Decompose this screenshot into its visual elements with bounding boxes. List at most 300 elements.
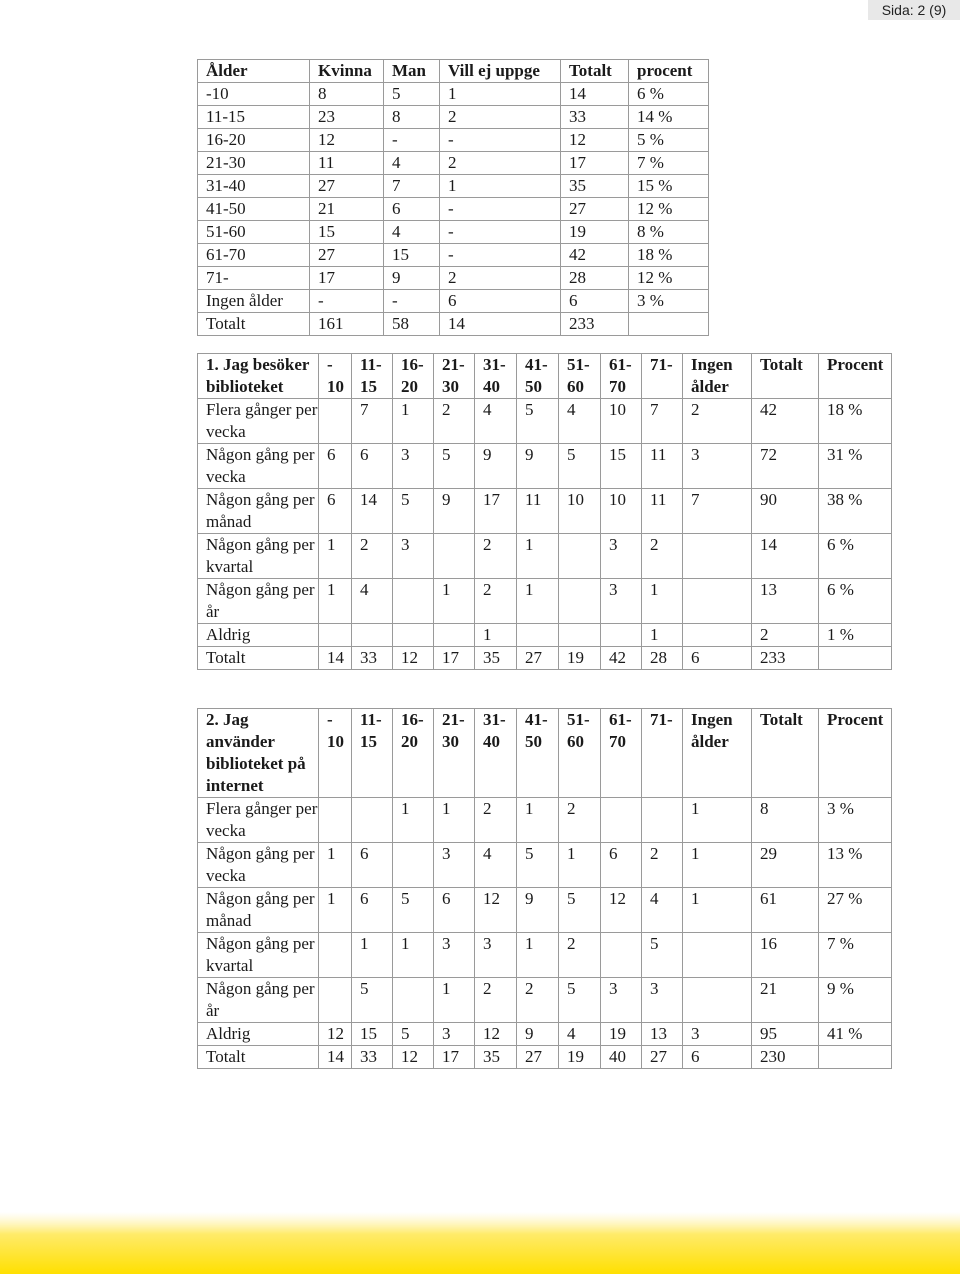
visit-table-value-cell: 19 xyxy=(559,647,601,670)
internet-table-header-cell: 21- 30 xyxy=(434,709,475,798)
visit-table-value-cell: 28 xyxy=(642,647,683,670)
internet-table-value-cell: 5 xyxy=(393,888,434,933)
visit-table-value-cell: 6 % xyxy=(819,534,892,579)
internet-table-row xyxy=(198,1046,892,1069)
internet-table-value-cell: 35 xyxy=(475,1046,517,1069)
visit-table-value-cell: 3 xyxy=(393,534,434,579)
internet-table-question: 2. Jag använder biblioteket på internet xyxy=(198,709,319,798)
internet-table-value-cell: 3 xyxy=(601,978,642,1023)
internet-table-value-cell: 1 xyxy=(352,933,393,978)
visit-table-value-cell: 7 xyxy=(642,399,683,444)
age-table-cell: 23 xyxy=(310,106,384,129)
internet-table-value-cell: 2 xyxy=(559,933,601,978)
age-table-cell: 12 xyxy=(310,129,384,152)
internet-table-value-cell: 2 xyxy=(475,798,517,843)
visit-table-row xyxy=(198,444,892,489)
visit-table-value-cell xyxy=(601,624,642,647)
visit-table-header-row xyxy=(198,354,892,399)
age-table-cell: 17 xyxy=(310,267,384,290)
visit-table-value-cell: 2 xyxy=(642,534,683,579)
visit-table-value-cell: 2 xyxy=(434,399,475,444)
internet-table-value-cell: 3 % xyxy=(819,798,892,843)
visit-table-value-cell xyxy=(517,624,559,647)
internet-table-value-cell: 3 xyxy=(475,933,517,978)
age-table-row xyxy=(198,244,709,267)
visit-table-value-cell xyxy=(683,534,752,579)
internet-table-value-cell xyxy=(352,798,393,843)
internet-table-value-cell: 4 xyxy=(475,843,517,888)
internet-table-value-cell xyxy=(319,933,352,978)
visit-table-value-cell: 4 xyxy=(475,399,517,444)
internet-table-value-cell: 12 xyxy=(319,1023,352,1046)
visit-table-value-cell: 14 xyxy=(319,647,352,670)
internet-table-value-cell: 2 xyxy=(642,843,683,888)
internet-table-value-cell: 1 xyxy=(434,978,475,1023)
visit-table-row xyxy=(198,624,892,647)
visit-table-value-cell: 5 xyxy=(393,489,434,534)
internet-table-header-cell: Ingen ålder xyxy=(683,709,752,798)
visit-table-value-cell: 27 xyxy=(517,647,559,670)
internet-table-value-cell xyxy=(393,843,434,888)
visit-table-row xyxy=(198,489,892,534)
visit-table-header-cell: 71- xyxy=(642,354,683,399)
age-table-cell: 2 xyxy=(440,267,561,290)
age-table-cell: 8 xyxy=(310,83,384,106)
visit-table-value-cell: 1 xyxy=(319,534,352,579)
age-table-cell: 12 % xyxy=(629,267,709,290)
internet-table-value-cell xyxy=(683,933,752,978)
age-table-cell: 71- xyxy=(198,267,310,290)
internet-table-row-label: Totalt xyxy=(198,1046,319,1069)
visit-table-value-cell: 14 xyxy=(752,534,819,579)
internet-table-row xyxy=(198,1023,892,1046)
visit-table-value-cell xyxy=(434,534,475,579)
visit-table-value-cell xyxy=(393,579,434,624)
age-table-cell: 6 xyxy=(384,198,440,221)
age-table-cell: 6 xyxy=(561,290,629,313)
age-table-cell: - xyxy=(384,290,440,313)
age-table-row xyxy=(198,313,709,336)
visit-table-value-cell: 18 % xyxy=(819,399,892,444)
visit-table-value-cell: 9 xyxy=(434,489,475,534)
internet-table-header-cell: 51- 60 xyxy=(559,709,601,798)
visit-table-value-cell: 12 xyxy=(393,647,434,670)
library-visit-table xyxy=(197,353,892,670)
internet-table-value-cell: 6 xyxy=(352,888,393,933)
internet-table-value-cell: 1 xyxy=(517,933,559,978)
age-table-cell: 27 xyxy=(561,198,629,221)
visit-table-value-cell xyxy=(559,579,601,624)
age-table-cell: 8 xyxy=(384,106,440,129)
internet-table-row xyxy=(198,843,892,888)
visit-table-header-cell: 61- 70 xyxy=(601,354,642,399)
age-table-cell: 2 xyxy=(440,152,561,175)
internet-table-value-cell xyxy=(601,933,642,978)
visit-table-header-cell: Ingen ålder xyxy=(683,354,752,399)
age-table-cell: 2 xyxy=(440,106,561,129)
internet-table-value-cell xyxy=(319,798,352,843)
visit-table-row-label: Någon gång per vecka xyxy=(198,444,319,489)
internet-table-value-cell: 12 xyxy=(601,888,642,933)
internet-table-value-cell xyxy=(319,978,352,1023)
visit-table-value-cell: 2 xyxy=(475,579,517,624)
internet-table-row-label: Någon gång per månad xyxy=(198,888,319,933)
age-table-cell: 21 xyxy=(310,198,384,221)
internet-table-value-cell: 21 xyxy=(752,978,819,1023)
age-table-cell: 18 % xyxy=(629,244,709,267)
internet-table-value-cell: 1 xyxy=(393,933,434,978)
visit-table-value-cell: 1 % xyxy=(819,624,892,647)
visit-table-value-cell: 72 xyxy=(752,444,819,489)
visit-table-value-cell: 6 xyxy=(319,489,352,534)
age-table-cell: -10 xyxy=(198,83,310,106)
internet-table-header-cell: 61- 70 xyxy=(601,709,642,798)
internet-table-value-cell: 1 xyxy=(319,843,352,888)
internet-table-value-cell: 12 xyxy=(475,1023,517,1046)
visit-table-value-cell xyxy=(559,534,601,579)
internet-table-value-cell: 15 xyxy=(352,1023,393,1046)
age-table-cell: 14 % xyxy=(629,106,709,129)
age-table-cell: 4 xyxy=(384,152,440,175)
age-table-cell: - xyxy=(310,290,384,313)
age-table-cell: 15 xyxy=(310,221,384,244)
age-table-cell xyxy=(629,313,709,336)
visit-table-row-label: Aldrig xyxy=(198,624,319,647)
age-table-cell: 161 xyxy=(310,313,384,336)
internet-table-value-cell xyxy=(601,798,642,843)
internet-table-value-cell xyxy=(393,978,434,1023)
age-table-row xyxy=(198,83,709,106)
age-table-cell: - xyxy=(440,244,561,267)
internet-table-row xyxy=(198,798,892,843)
visit-table-header-cell: 21- 30 xyxy=(434,354,475,399)
internet-table-value-cell: 6 xyxy=(683,1046,752,1069)
internet-table-value-cell: 1 xyxy=(517,798,559,843)
internet-table-value-cell: 19 xyxy=(559,1046,601,1069)
visit-table-value-cell: 3 xyxy=(393,444,434,489)
age-table-row xyxy=(198,106,709,129)
internet-table-header-cell: 41- 50 xyxy=(517,709,559,798)
age-table-row xyxy=(198,175,709,198)
internet-table-row-label: Flera gånger per vecka xyxy=(198,798,319,843)
visit-table-value-cell: 6 xyxy=(319,444,352,489)
visit-table-value-cell: 10 xyxy=(559,489,601,534)
age-table-cell: 7 % xyxy=(629,152,709,175)
visit-table-value-cell: 13 xyxy=(752,579,819,624)
visit-table-value-cell: 31 % xyxy=(819,444,892,489)
internet-table-header-cell: 71- xyxy=(642,709,683,798)
internet-table-value-cell: 5 xyxy=(559,978,601,1023)
internet-table-value-cell: 3 xyxy=(683,1023,752,1046)
page-number: Sida: 2 (9) xyxy=(868,0,960,20)
internet-table-value-cell: 61 xyxy=(752,888,819,933)
age-table-cell: Ingen ålder xyxy=(198,290,310,313)
age-table-cell: 16-20 xyxy=(198,129,310,152)
age-table-header-cell: Ålder xyxy=(198,60,310,83)
age-table-cell: 42 xyxy=(561,244,629,267)
internet-table-value-cell: 41 % xyxy=(819,1023,892,1046)
internet-table-value-cell: 5 xyxy=(559,888,601,933)
internet-table-value-cell: 230 xyxy=(752,1046,819,1069)
visit-table-value-cell: 3 xyxy=(683,444,752,489)
internet-table-row-label: Någon gång per vecka xyxy=(198,843,319,888)
visit-table-value-cell: 1 xyxy=(642,624,683,647)
visit-table-value-cell: 2 xyxy=(683,399,752,444)
visit-table-value-cell: 33 xyxy=(352,647,393,670)
footer-yellow-band xyxy=(0,1212,960,1274)
internet-table-header-cell: 11- 15 xyxy=(352,709,393,798)
age-table-cell: 12 % xyxy=(629,198,709,221)
visit-table-value-cell: 6 % xyxy=(819,579,892,624)
internet-table-value-cell: 3 xyxy=(434,933,475,978)
age-table-cell: - xyxy=(384,129,440,152)
age-table-header-cell: Kvinna xyxy=(310,60,384,83)
visit-table-value-cell: 5 xyxy=(517,399,559,444)
internet-table-value-cell: 9 xyxy=(517,1023,559,1046)
visit-table-value-cell: 11 xyxy=(642,444,683,489)
internet-table-value-cell: 4 xyxy=(559,1023,601,1046)
internet-table-value-cell: 12 xyxy=(393,1046,434,1069)
visit-table-value-cell: 7 xyxy=(683,489,752,534)
visit-table-value-cell xyxy=(559,624,601,647)
age-table-cell: 7 xyxy=(384,175,440,198)
age-table-header-cell: Man xyxy=(384,60,440,83)
internet-table-value-cell: 95 xyxy=(752,1023,819,1046)
visit-table-row-label: Någon gång per månad xyxy=(198,489,319,534)
library-internet-table xyxy=(197,708,892,1069)
internet-table-value-cell: 9 % xyxy=(819,978,892,1023)
age-table-row xyxy=(198,152,709,175)
internet-table-value-cell: 6 xyxy=(352,843,393,888)
age-table-row xyxy=(198,290,709,313)
visit-table-value-cell: 11 xyxy=(517,489,559,534)
visit-table-value-cell: 1 xyxy=(642,579,683,624)
visit-table-row xyxy=(198,647,892,670)
age-table-cell: 3 % xyxy=(629,290,709,313)
visit-table-value-cell xyxy=(352,624,393,647)
visit-table-value-cell: 3 xyxy=(601,579,642,624)
internet-table-header-row xyxy=(198,709,892,798)
visit-table-value-cell xyxy=(819,647,892,670)
age-table-cell: 15 % xyxy=(629,175,709,198)
visit-table-row-label: Någon gång per kvartal xyxy=(198,534,319,579)
visit-table-value-cell xyxy=(683,624,752,647)
visit-table-value-cell: 1 xyxy=(434,579,475,624)
internet-table-value-cell: 5 xyxy=(393,1023,434,1046)
age-table-row xyxy=(198,221,709,244)
internet-table-value-cell: 19 xyxy=(601,1023,642,1046)
internet-table-value-cell: 27 % xyxy=(819,888,892,933)
visit-table-value-cell: 42 xyxy=(752,399,819,444)
visit-table-row xyxy=(198,579,892,624)
internet-table-value-cell: 3 xyxy=(434,1023,475,1046)
visit-table-value-cell: 5 xyxy=(559,444,601,489)
age-table-cell: 14 xyxy=(561,83,629,106)
internet-table-value-cell: 40 xyxy=(601,1046,642,1069)
internet-table-value-cell: 1 xyxy=(319,888,352,933)
age-table-cell: 61-70 xyxy=(198,244,310,267)
internet-table-value-cell: 14 xyxy=(319,1046,352,1069)
visit-table-value-cell: 17 xyxy=(434,647,475,670)
internet-table-row-label: Någon gång per år xyxy=(198,978,319,1023)
visit-table-value-cell: 1 xyxy=(517,534,559,579)
internet-table-value-cell: 2 xyxy=(517,978,559,1023)
visit-table-value-cell: 15 xyxy=(601,444,642,489)
age-table-cell: 14 xyxy=(440,313,561,336)
visit-table-row-label: Totalt xyxy=(198,647,319,670)
visit-table-value-cell: 2 xyxy=(752,624,819,647)
age-table-cell: 4 xyxy=(384,221,440,244)
age-table-cell: 28 xyxy=(561,267,629,290)
internet-table-value-cell: 27 xyxy=(642,1046,683,1069)
visit-table-value-cell: 6 xyxy=(683,647,752,670)
age-table-cell: Totalt xyxy=(198,313,310,336)
visit-table-question: 1. Jag besöker biblioteket xyxy=(198,354,319,399)
age-table-cell: 6 % xyxy=(629,83,709,106)
internet-table-value-cell: 7 % xyxy=(819,933,892,978)
internet-table-value-cell: 3 xyxy=(642,978,683,1023)
visit-table-value-cell: 2 xyxy=(475,534,517,579)
age-table-cell: 1 xyxy=(440,83,561,106)
internet-table-value-cell: 4 xyxy=(642,888,683,933)
internet-table-row xyxy=(198,933,892,978)
age-table-cell: 9 xyxy=(384,267,440,290)
internet-table-value-cell: 9 xyxy=(517,888,559,933)
age-table-cell: 233 xyxy=(561,313,629,336)
visit-table-value-cell: 4 xyxy=(559,399,601,444)
internet-table-value-cell: 13 % xyxy=(819,843,892,888)
age-table-cell: 41-50 xyxy=(198,198,310,221)
age-table-cell: - xyxy=(440,129,561,152)
visit-table-value-cell: 7 xyxy=(352,399,393,444)
internet-table-value-cell: 5 xyxy=(642,933,683,978)
visit-table-value-cell: 9 xyxy=(517,444,559,489)
internet-table-value-cell: 5 xyxy=(517,843,559,888)
internet-table-value-cell: 12 xyxy=(475,888,517,933)
internet-table-header-cell: 31- 40 xyxy=(475,709,517,798)
visit-table-value-cell: 4 xyxy=(352,579,393,624)
internet-table-row xyxy=(198,978,892,1023)
age-table-cell: 8 % xyxy=(629,221,709,244)
age-table-header-cell: Vill ej uppge xyxy=(440,60,561,83)
age-table-header-cell: Totalt xyxy=(561,60,629,83)
age-table-row xyxy=(198,129,709,152)
age-table-cell: 33 xyxy=(561,106,629,129)
age-table-cell: 58 xyxy=(384,313,440,336)
internet-table-value-cell: 6 xyxy=(601,843,642,888)
visit-table-row xyxy=(198,534,892,579)
visit-table-value-cell xyxy=(319,399,352,444)
age-table-row xyxy=(198,198,709,221)
internet-table-value-cell: 13 xyxy=(642,1023,683,1046)
visit-table-header-cell: 16- 20 xyxy=(393,354,434,399)
age-table-cell: 21-30 xyxy=(198,152,310,175)
visit-table-value-cell xyxy=(434,624,475,647)
visit-table-row-label: Någon gång per år xyxy=(198,579,319,624)
visit-table-header-cell: Totalt xyxy=(752,354,819,399)
internet-table-value-cell: 1 xyxy=(393,798,434,843)
internet-table-header-cell: Totalt xyxy=(752,709,819,798)
age-table-cell: 31-40 xyxy=(198,175,310,198)
internet-table-value-cell: 6 xyxy=(434,888,475,933)
visit-table-header-cell: 51- 60 xyxy=(559,354,601,399)
age-table-cell: 51-60 xyxy=(198,221,310,244)
visit-table-value-cell: 6 xyxy=(352,444,393,489)
visit-table-header-cell: 11- 15 xyxy=(352,354,393,399)
age-table-cell: 27 xyxy=(310,175,384,198)
visit-table-value-cell: 42 xyxy=(601,647,642,670)
internet-table-value-cell: 8 xyxy=(752,798,819,843)
internet-table-value-cell: 27 xyxy=(517,1046,559,1069)
age-table-cell: 12 xyxy=(561,129,629,152)
internet-table-value-cell: 16 xyxy=(752,933,819,978)
visit-table-value-cell: 3 xyxy=(601,534,642,579)
internet-table-value-cell: 29 xyxy=(752,843,819,888)
internet-table-header-cell: - 10 xyxy=(319,709,352,798)
age-table-cell: 6 xyxy=(440,290,561,313)
internet-table-value-cell xyxy=(819,1046,892,1069)
age-table-cell: 17 xyxy=(561,152,629,175)
visit-table-value-cell: 17 xyxy=(475,489,517,534)
internet-table-value-cell: 2 xyxy=(475,978,517,1023)
internet-table-row xyxy=(198,888,892,933)
age-table-cell: 35 xyxy=(561,175,629,198)
visit-table-value-cell xyxy=(393,624,434,647)
internet-table-row-label: Aldrig xyxy=(198,1023,319,1046)
internet-table-header-cell: Procent xyxy=(819,709,892,798)
visit-table-value-cell: 10 xyxy=(601,489,642,534)
age-table xyxy=(197,59,709,336)
visit-table-value-cell: 38 % xyxy=(819,489,892,534)
visit-table-value-cell: 2 xyxy=(352,534,393,579)
age-table-cell: - xyxy=(440,221,561,244)
internet-table-value-cell: 17 xyxy=(434,1046,475,1069)
visit-table-header-cell: 41- 50 xyxy=(517,354,559,399)
internet-table-row-label: Någon gång per kvartal xyxy=(198,933,319,978)
age-table-cell: 11-15 xyxy=(198,106,310,129)
internet-table-value-cell: 1 xyxy=(559,843,601,888)
visit-table-value-cell: 11 xyxy=(642,489,683,534)
internet-table-value-cell xyxy=(642,798,683,843)
internet-table-value-cell xyxy=(683,978,752,1023)
age-table-cell: 5 % xyxy=(629,129,709,152)
internet-table-value-cell: 33 xyxy=(352,1046,393,1069)
internet-table-value-cell: 3 xyxy=(434,843,475,888)
visit-table-value-cell: 1 xyxy=(319,579,352,624)
visit-table-value-cell: 233 xyxy=(752,647,819,670)
age-table-cell: - xyxy=(440,198,561,221)
age-table-cell: 11 xyxy=(310,152,384,175)
internet-table-value-cell: 2 xyxy=(559,798,601,843)
visit-table-value-cell: 5 xyxy=(434,444,475,489)
age-table-cell: 1 xyxy=(440,175,561,198)
internet-table-value-cell: 1 xyxy=(434,798,475,843)
visit-table-value-cell xyxy=(319,624,352,647)
visit-table-header-cell: - 10 xyxy=(319,354,352,399)
visit-table-value-cell: 10 xyxy=(601,399,642,444)
visit-table-value-cell: 1 xyxy=(393,399,434,444)
age-table-cell: 5 xyxy=(384,83,440,106)
visit-table-value-cell: 1 xyxy=(475,624,517,647)
visit-table-value-cell: 14 xyxy=(352,489,393,534)
visit-table-value-cell: 35 xyxy=(475,647,517,670)
visit-table-header-cell: 31- 40 xyxy=(475,354,517,399)
visit-table-row xyxy=(198,399,892,444)
visit-table-value-cell: 9 xyxy=(475,444,517,489)
internet-table-value-cell: 1 xyxy=(683,843,752,888)
age-table-cell: 27 xyxy=(310,244,384,267)
internet-table-value-cell: 1 xyxy=(683,798,752,843)
